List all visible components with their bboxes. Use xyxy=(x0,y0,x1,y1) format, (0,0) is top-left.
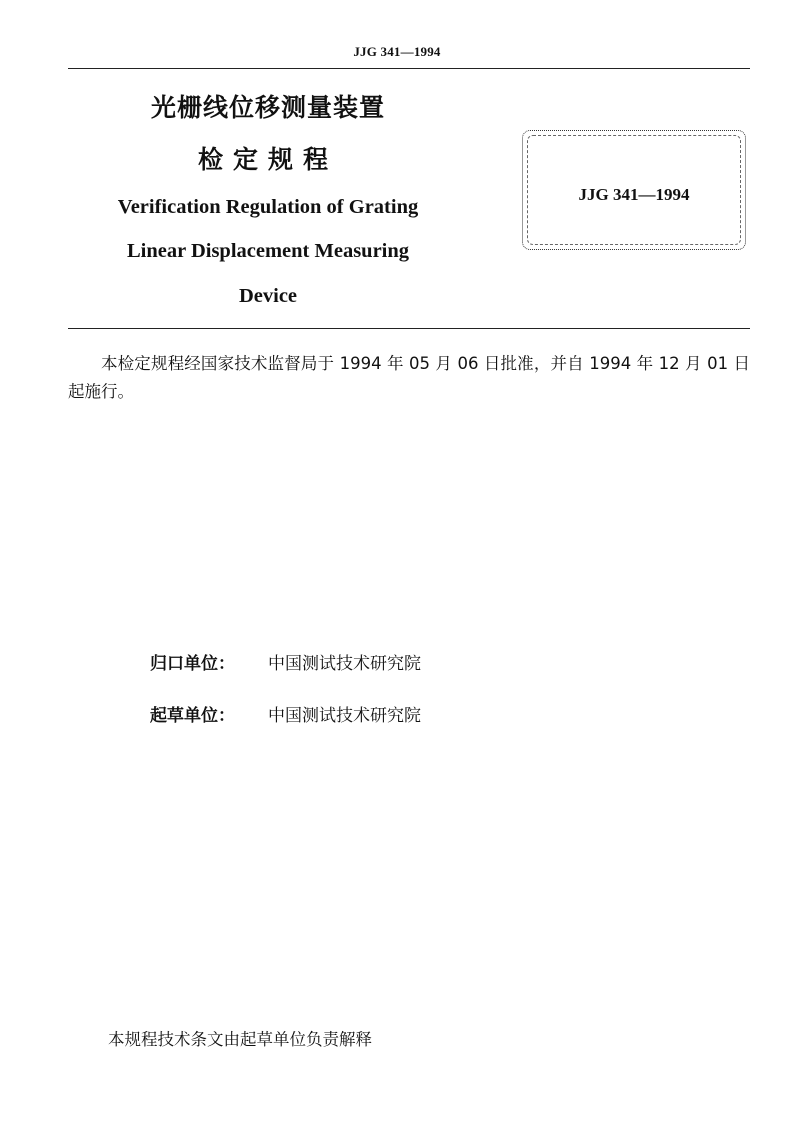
header-standard-code: JJG 341—1994 xyxy=(353,44,441,59)
title-chinese-line-2: 检定规程 xyxy=(197,145,338,174)
standard-code-box xyxy=(522,130,746,250)
responsible-organization-value: 中国测试技术研究院 xyxy=(268,654,421,674)
title-chinese-line-1: 光栅线位移测量装置 xyxy=(150,93,385,122)
drafting-organization-row xyxy=(150,704,421,728)
title-rule xyxy=(68,328,750,329)
title-english-line-3: Device xyxy=(238,285,298,307)
header-rule xyxy=(68,68,750,69)
responsible-organization-label: 归口单位： xyxy=(150,654,235,674)
responsible-organization-row xyxy=(150,652,421,676)
code-box-code: JJG 341—1994 xyxy=(578,185,690,204)
title-english-line-2: Linear Displacement Measuring xyxy=(126,240,410,262)
interpretation-note: 本规程技术条文由起草单位负责解释 xyxy=(108,1030,372,1049)
drafting-organization-label: 起草单位： xyxy=(150,706,235,726)
title-english-line-1: Verification Regulation of Grating xyxy=(117,196,419,218)
drafting-organization-value: 中国测试技术研究院 xyxy=(268,706,421,726)
approval-statement: 本检定规程经国家技术监督局于 1994 年 05 月 06 日批准，并自 1994 年 12 月 01 日起施行。 xyxy=(68,354,750,401)
